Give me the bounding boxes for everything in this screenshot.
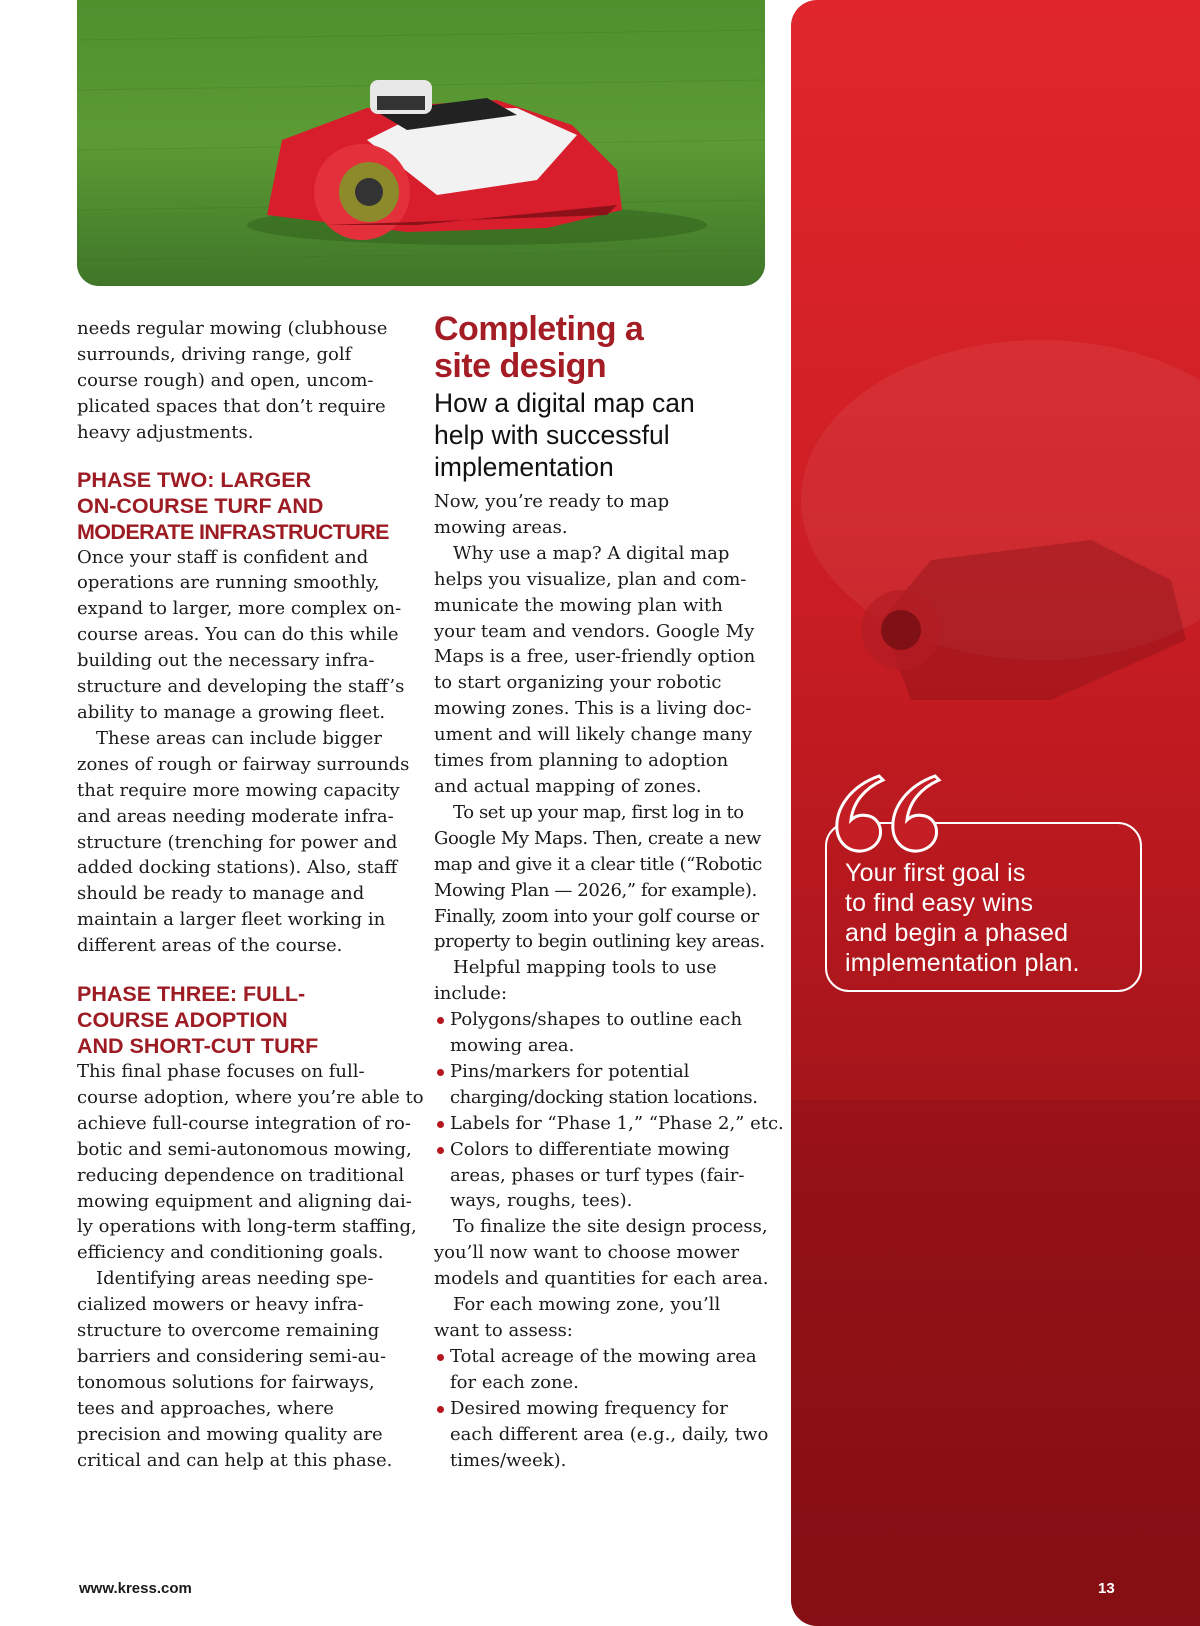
text-line: Google My Maps. Then, create a new (434, 827, 761, 849)
text-line: Now, you’re ready to map (434, 491, 670, 512)
text-line: structure and developing the staff’s (77, 676, 405, 698)
phase-two-heading (77, 467, 412, 545)
text-line: want to assess: (434, 1320, 573, 1341)
map-paragraph-4 (434, 955, 774, 1007)
text-line: to start organizing your robotic (434, 672, 722, 694)
text-line: map and give it a clear title (“Robotic (434, 853, 762, 875)
page-number: 13 (1098, 1580, 1115, 1597)
text-line: critical and can help at this phase. (77, 1449, 393, 1471)
list-item-continuation: ways, roughs, tees). (450, 1190, 633, 1212)
text-line: needs regular mowing (clubhouse (77, 318, 388, 339)
phase-three-heading (77, 981, 412, 1059)
text-line: tees and approaches, where (77, 1397, 334, 1419)
assess-list (434, 1344, 774, 1474)
text-line: structure to overcome remaining (77, 1320, 380, 1342)
text-line: Finally, zoom into your golf course or (434, 905, 759, 927)
text-line: surrounds, driving range, golf (77, 343, 352, 365)
text-line: course adoption, where you’re able to (77, 1086, 424, 1108)
mapping-tools-list (434, 1007, 784, 1214)
text-line: cialized mowers or heavy infra- (77, 1294, 364, 1316)
list-item: Polygons/shapes to outline each (434, 1007, 774, 1033)
list-item: Colors to differentiate mowing (434, 1137, 774, 1163)
text-line: structure (trenching for power and (77, 831, 398, 853)
text-line: helps you visualize, plan and com- (434, 568, 747, 590)
text-line: These areas can include bigger (96, 727, 382, 749)
text-line: ability to manage a growing fleet. (77, 701, 386, 723)
list-item-continuation: areas, phases or turf types (fair- (450, 1164, 745, 1186)
text-line: barriers and considering semi-au- (77, 1346, 387, 1367)
text-line: expand to larger, more complex on- (77, 598, 402, 620)
middle-column (434, 310, 784, 1473)
text-line: tonomous solutions for fairways, (77, 1371, 375, 1393)
text-line: maintain a larger fleet working in (77, 909, 386, 931)
pull-quote-line: Your first goal is (845, 859, 1026, 887)
footer-url[interactable]: www.kress.com (79, 1580, 192, 1597)
phase-three-paragraph-1 (77, 1059, 424, 1266)
heading-line: MODERATE INFRASTRUCTURE (77, 519, 389, 544)
list-item-continuation: for each zone. (450, 1371, 579, 1393)
text-line: plicated spaces that don’t require (77, 395, 386, 417)
text-line: times from planning to adoption (434, 750, 729, 772)
text-line: should be ready to manage and (77, 883, 365, 905)
text-line: models and quantities for each area. (434, 1268, 769, 1290)
text-line: This final phase focuses on full- (77, 1061, 365, 1083)
hero-image (77, 0, 765, 286)
phase-two-paragraph-1 (77, 545, 412, 726)
pull-quote-line: implementation plan. (845, 949, 1080, 977)
text-line: course rough) and open, uncom- (77, 369, 374, 391)
subtitle-line: How a digital map can (434, 388, 695, 418)
subtitle-line: help with successful (434, 420, 670, 450)
list-item: Desired mowing frequency for (434, 1396, 774, 1422)
map-paragraph-2 (434, 541, 774, 800)
phase-two-paragraph-2 (77, 726, 412, 959)
text-line: Helpful mapping tools to use (453, 957, 717, 979)
text-line: To finalize the site design process, (453, 1216, 768, 1238)
list-item: Total acreage of the mowing area (434, 1344, 774, 1370)
text-line: precision and mowing quality are (77, 1423, 383, 1445)
phase-three-paragraph-2 (77, 1266, 412, 1473)
text-line: your team and vendors. Google My (434, 620, 755, 642)
robotic-mower-photo (77, 0, 765, 286)
map-paragraph-3 (434, 800, 774, 955)
heading-line: AND SHORT-CUT TURF (77, 1034, 319, 1059)
text-line: reducing dependence on traditional (77, 1164, 405, 1186)
article-subtitle (434, 387, 774, 483)
text-line: ly operations with long-term staffing, (77, 1216, 417, 1238)
intro-paragraph (77, 316, 412, 446)
heading-line: ON-COURSE TURF AND (77, 493, 324, 518)
text-line: municate the mowing plan with (434, 594, 723, 616)
text-line: For each mowing zone, you’ll (453, 1294, 721, 1316)
heading-line: COURSE ADOPTION (77, 1008, 288, 1033)
text-line: achieve full-course integration of ro- (77, 1112, 411, 1134)
text-line: Mowing Plan — 2026,” for example). (434, 879, 757, 901)
quote-mark-icon (831, 772, 943, 856)
map-paragraph-5 (434, 1214, 774, 1292)
text-line: course areas. You can do this while (77, 624, 399, 646)
list-item-continuation: charging/docking station locations. (450, 1086, 758, 1108)
pull-quote-line: to find easy wins (845, 889, 1034, 917)
text-line: property to begin outlining key areas. (434, 931, 765, 953)
text-line: To set up your map, first log in to (453, 801, 744, 823)
subtitle-line: implementation (434, 452, 614, 482)
text-line: operations are running smoothly, (77, 572, 380, 594)
text-line: mowing zones. This is a living doc- (434, 698, 752, 720)
text-line: added docking stations). Also, staff (77, 857, 398, 879)
text-line: ument and will likely change many (434, 724, 753, 746)
side-panel (791, 0, 1200, 1626)
text-line: zones of rough or fairway surrounds (77, 753, 410, 775)
text-line: Once your staff is confident and (77, 546, 369, 568)
heading-line: PHASE THREE: FULL- (77, 982, 306, 1007)
text-line: and areas needing moderate infra- (77, 805, 394, 827)
text-line: botic and semi-autonomous mowing, (77, 1138, 412, 1160)
pull-quote-text (845, 858, 1135, 978)
text-line: efficiency and conditioning goals. (77, 1242, 384, 1264)
heading-line: PHASE TWO: LARGER (77, 467, 312, 492)
map-paragraph-1 (434, 489, 774, 541)
list-item-continuation: each different area (e.g., daily, two (450, 1423, 769, 1445)
text-line: Why use a map? A digital map (453, 542, 730, 564)
text-line: Maps is a free, user-friendly option (434, 646, 756, 668)
text-line: heavy adjustments. (77, 421, 254, 443)
left-column (77, 316, 424, 1474)
text-line: you’ll now want to choose mower (434, 1242, 740, 1264)
list-item: Labels for “Phase 1,” “Phase 2,” etc. (434, 1111, 774, 1137)
text-line: include: (434, 983, 508, 1005)
text-line: building out the necessary infra- (77, 650, 375, 672)
text-line: mowing areas. (434, 516, 568, 538)
text-line: and actual mapping of zones. (434, 775, 702, 797)
map-paragraph-6 (434, 1292, 774, 1344)
text-line: mowing equipment and aligning dai- (77, 1190, 412, 1212)
list-item: Pins/markers for potential (434, 1059, 774, 1085)
text-line: that require more mowing capacity (77, 779, 400, 801)
article-title (434, 311, 774, 385)
title-line: site design (434, 347, 607, 385)
title-line: Completing a (434, 310, 644, 348)
list-item-continuation: mowing area. (450, 1035, 575, 1057)
list-item-continuation: times/week). (450, 1449, 567, 1471)
text-line: Identifying areas needing spe- (96, 1268, 374, 1290)
pull-quote-line: and begin a phased (845, 919, 1069, 947)
text-line: different areas of the course. (77, 935, 343, 957)
